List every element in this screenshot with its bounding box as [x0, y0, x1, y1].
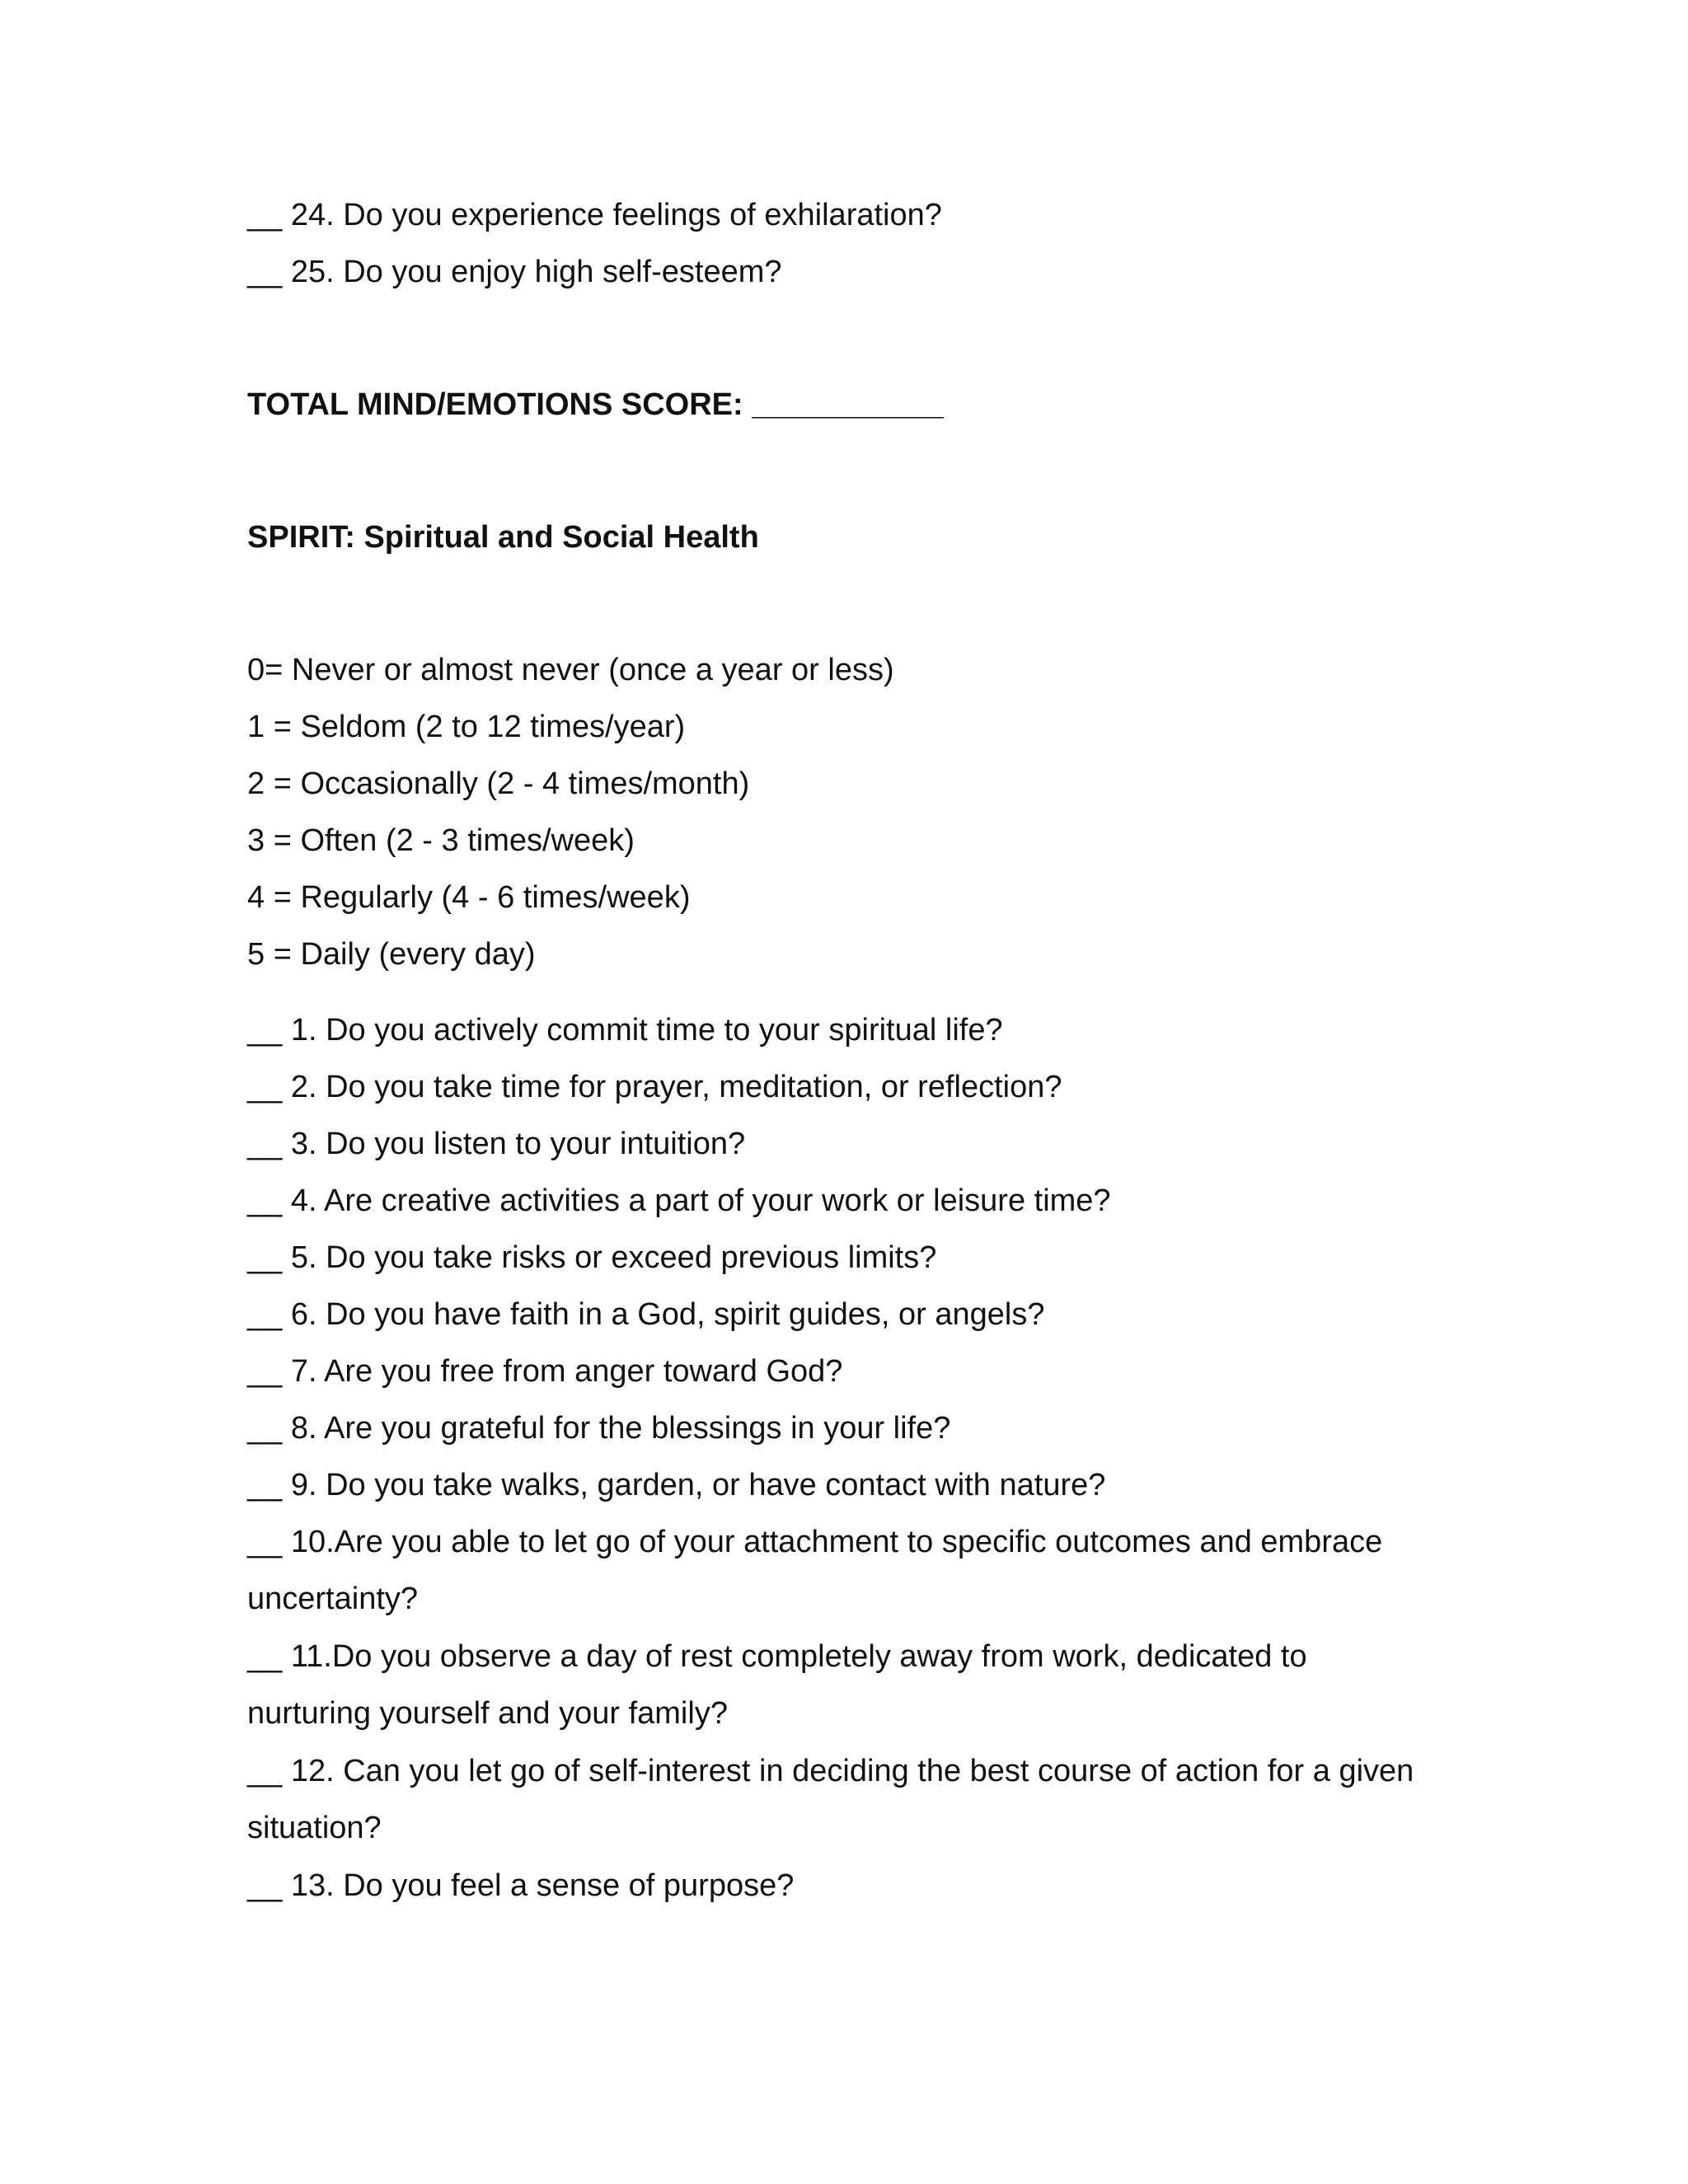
- question-1: __ 1. Do you actively commit time to your spiritual life?: [247, 1013, 1003, 1047]
- question-3: __ 3. Do you listen to your intuition?: [247, 1127, 746, 1161]
- question-11: __ 11.Do you observe a day of rest completely away from work, dedicated to nurturing yourself and your family?: [247, 1639, 1307, 1731]
- question-5: __ 5. Do you take risks or exceed previous limits?: [247, 1240, 937, 1275]
- spirit-question-list: [247, 1011, 1418, 1905]
- scale-item: 5 = Daily (every day): [247, 937, 536, 972]
- scale-item: 1 = Seldom (2 to 12 times/year): [247, 710, 686, 744]
- question-9: __ 9. Do you take walks, garden, or have contact with nature?: [247, 1468, 1106, 1502]
- question-10: __ 10.Are you able to let go of your attachment to specific outcomes and embrace uncertainty?: [247, 1525, 1383, 1616]
- question-7: __ 7. Are you free from anger toward God?: [247, 1354, 843, 1389]
- top-question-list: [247, 196, 1418, 291]
- question-12: __ 12. Can you let go of self-interest in deciding the best course of action for a given situation?: [247, 1754, 1414, 1845]
- section-heading: SPIRIT: Spiritual and Social Health: [247, 520, 759, 555]
- question-2: __ 2. Do you take time for prayer, meditation, or reflection?: [247, 1070, 1062, 1104]
- scale-item: 0= Never or almost never (once a year or less): [247, 653, 894, 687]
- scale-item: 2 = Occasionally (2 - 4 times/month): [247, 766, 750, 801]
- question-8: __ 8. Are you grateful for the blessings in your life?: [247, 1411, 951, 1446]
- question-24: __ 24. Do you experience feelings of exhilaration?: [247, 198, 942, 232]
- question-6: __ 6. Do you have faith in a God, spirit guides, or angels?: [247, 1297, 1045, 1332]
- total-mind-emotions-score: TOTAL MIND/EMOTIONS SCORE: ___________: [247, 387, 944, 422]
- question-4: __ 4. Are creative activities a part of your work or leisure time?: [247, 1183, 1111, 1218]
- scale-item: 4 = Regularly (4 - 6 times/week): [247, 880, 691, 915]
- scale-item: 3 = Often (2 - 3 times/week): [247, 823, 635, 858]
- question-25: __ 25. Do you enjoy high self-esteem?: [247, 255, 782, 289]
- rating-scale: [247, 651, 1418, 973]
- page-content: [247, 196, 1418, 1905]
- question-13: __ 13. Do you feel a sense of purpose?: [247, 1868, 795, 1903]
